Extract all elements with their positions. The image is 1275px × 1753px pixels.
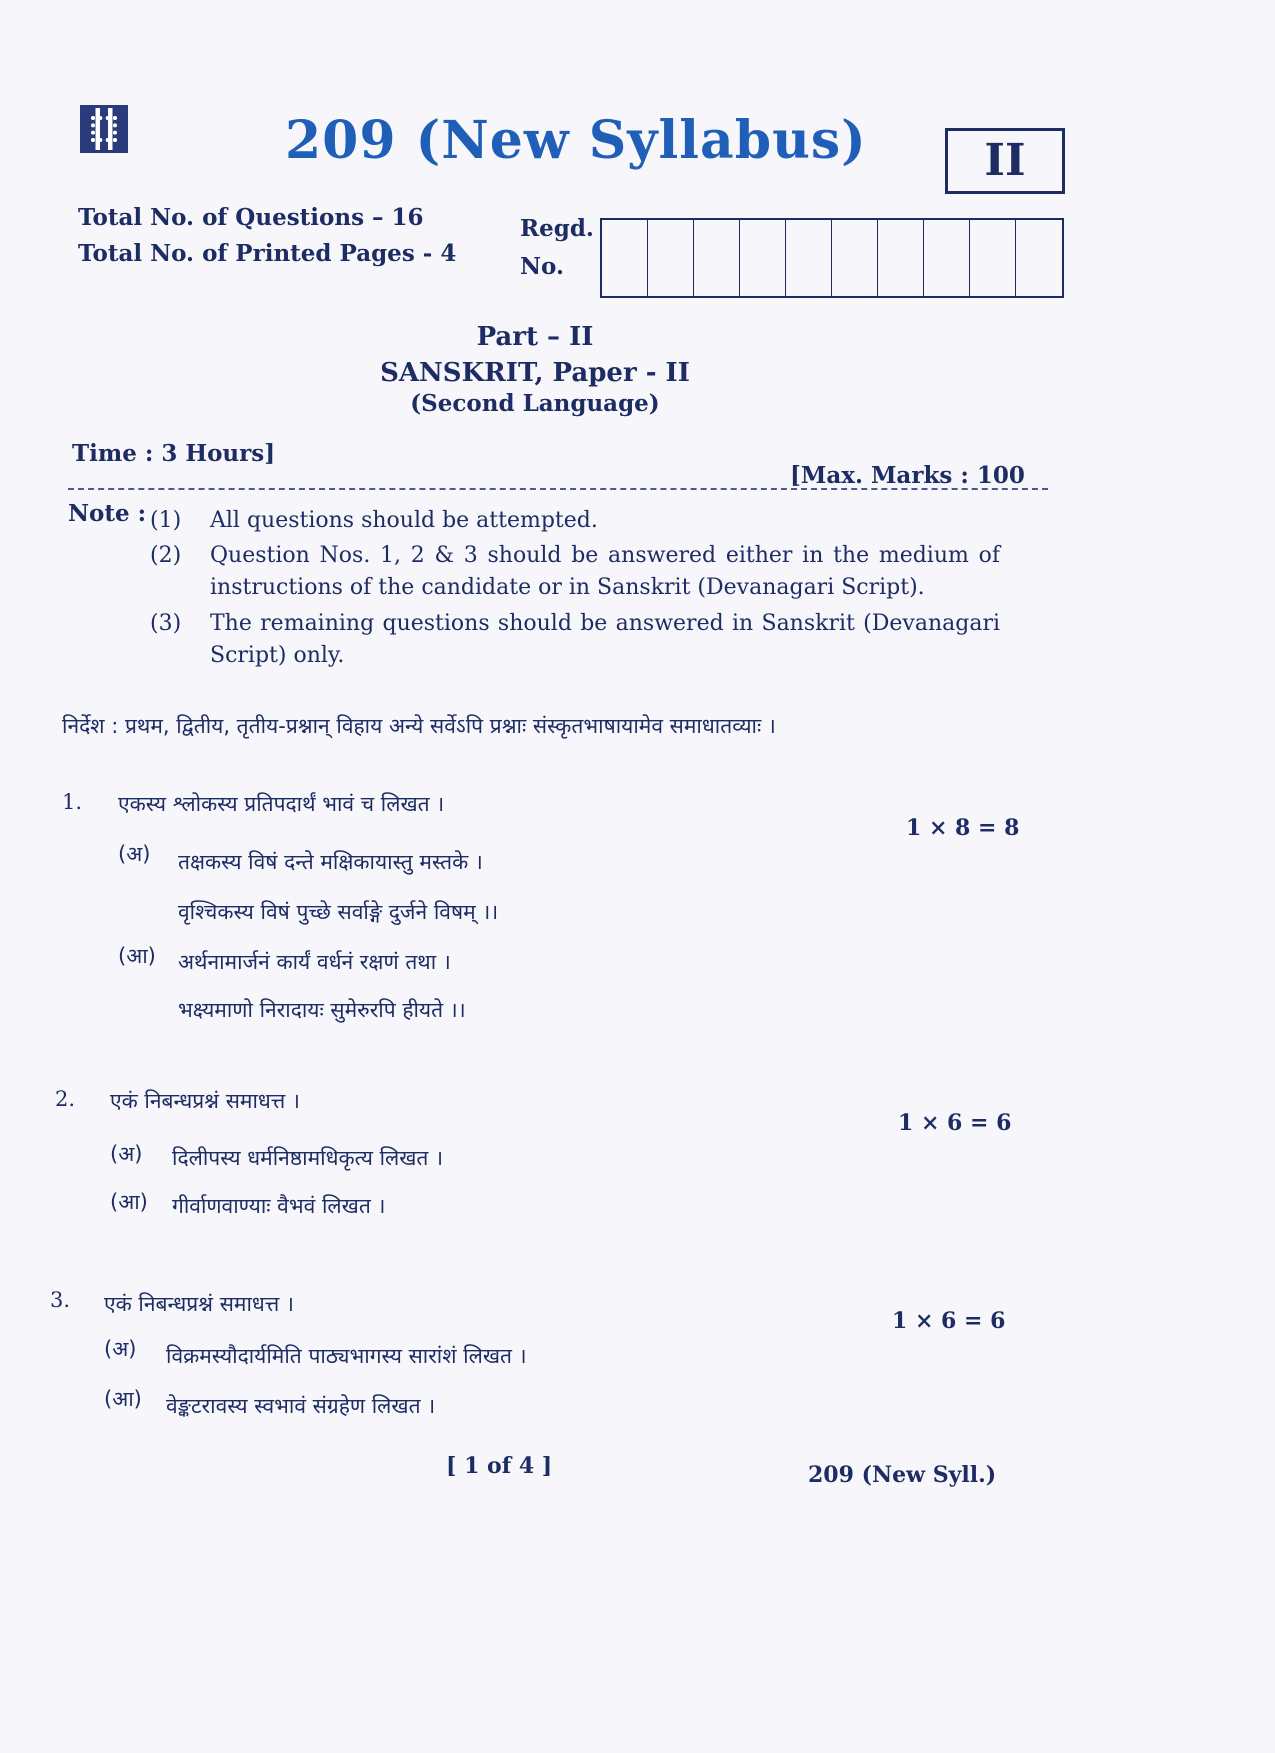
reg-digit-box[interactable] bbox=[878, 220, 924, 296]
question-number: 2. bbox=[55, 1087, 76, 1111]
question-text: एकं निबन्धप्रश्नं समाधत्त । bbox=[104, 1292, 294, 1316]
option-label: (आ) bbox=[104, 1387, 142, 1411]
note-label: Note : bbox=[68, 500, 147, 527]
option-line: विक्रमस्यौदार्यमिति पाठ्यभागस्य सारांशं लिखत । bbox=[166, 1344, 527, 1368]
option-line: वेङ्कटरावस्य स्वभावं संग्रहेण लिखत । bbox=[166, 1394, 436, 1418]
reg-digit-box[interactable] bbox=[694, 220, 740, 296]
note-text: The remaining questions should be answered in Sanskrit (Devanagari Script) only. bbox=[210, 611, 1000, 668]
reg-digit-box[interactable] bbox=[924, 220, 970, 296]
registration-number-boxes[interactable] bbox=[600, 218, 1064, 298]
option-label: (अ) bbox=[104, 1337, 137, 1361]
footer-paper-code: 209 (New Syll.) bbox=[808, 1462, 997, 1488]
question-marks: 1 × 6 = 6 bbox=[898, 1110, 1012, 1136]
option-line: वृश्चिकस्य विषं पुच्छे सर्वाङ्गे दुर्जने विषम् ।। bbox=[178, 900, 499, 924]
reg-digit-box[interactable] bbox=[1016, 220, 1062, 296]
option-label: (अ) bbox=[118, 842, 151, 866]
total-pages: Total No. of Printed Pages - 4 bbox=[78, 240, 457, 267]
language-title: (Second Language) bbox=[410, 390, 660, 417]
subject-title: SANSKRIT, Paper - II bbox=[380, 358, 690, 388]
paper-code: 209 (New Syllabus) bbox=[285, 110, 867, 171]
part-title: Part – II bbox=[476, 322, 594, 352]
question-text: एकस्य श्लोकस्य प्रतिपदार्थं भावं च लिखत । bbox=[118, 792, 445, 816]
set-label: II bbox=[945, 128, 1065, 194]
note-item bbox=[150, 608, 1000, 674]
option-line: भक्ष्यमाणो निरादायः सुमेरुरपि हीयते ।। bbox=[178, 998, 466, 1022]
question-text: एकं निबन्धप्रश्नं समाधत्त । bbox=[110, 1089, 300, 1113]
totals-block bbox=[78, 200, 456, 272]
option-label: (अ) bbox=[110, 1142, 143, 1166]
no-label: No. bbox=[520, 253, 564, 280]
total-questions: Total No. of Questions – 16 bbox=[78, 204, 424, 231]
note-number: (1) bbox=[150, 508, 182, 533]
qr-code-icon bbox=[80, 105, 128, 153]
nirdesh-instruction: निर्देश : प्रथम, द्वितीय, तृतीय-प्रश्नान् विहाय अन्ये सर्वेऽपि प्रश्नाः संस्कृतभाषायामेव समाधातव्याः । bbox=[62, 714, 776, 738]
option-line: गीर्वाणवाण्याः वैभवं लिखत । bbox=[172, 1194, 386, 1218]
divider bbox=[68, 488, 1048, 490]
reg-digit-box[interactable] bbox=[602, 220, 648, 296]
option-label: (आ) bbox=[110, 1190, 148, 1214]
max-marks: [Max. Marks : 100 bbox=[790, 462, 1025, 489]
note-number: (2) bbox=[150, 543, 182, 568]
regd-label-block bbox=[520, 210, 594, 286]
reg-digit-box[interactable] bbox=[832, 220, 878, 296]
reg-digit-box[interactable] bbox=[648, 220, 694, 296]
option-line: तक्षकस्य विषं दन्ते मक्षिकायास्तु मस्तके । bbox=[178, 850, 483, 874]
note-text: All questions should be attempted. bbox=[210, 508, 598, 533]
note-text: Question Nos. 1, 2 & 3 should be answered either in the medium of instructions of the candidate or in Sanskrit (Devanagari Script). bbox=[210, 543, 1000, 600]
question-marks: 1 × 6 = 6 bbox=[892, 1308, 1006, 1334]
option-label: (आ) bbox=[118, 944, 156, 968]
regd-label: Regd. bbox=[520, 215, 594, 242]
question-marks: 1 × 8 = 8 bbox=[906, 815, 1020, 841]
page-number: [ 1 of 4 ] bbox=[446, 1453, 553, 1479]
reg-digit-box[interactable] bbox=[740, 220, 786, 296]
reg-digit-box[interactable] bbox=[786, 220, 832, 296]
question-number: 3. bbox=[50, 1288, 71, 1312]
note-number: (3) bbox=[150, 611, 182, 636]
reg-digit-box[interactable] bbox=[970, 220, 1016, 296]
option-line: अर्थनामार्जनं कार्यं वर्धनं रक्षणं तथा । bbox=[178, 950, 451, 974]
note-item bbox=[150, 505, 990, 539]
note-item bbox=[150, 540, 1000, 606]
question-number: 1. bbox=[62, 790, 83, 814]
time-allowed: Time : 3 Hours] bbox=[72, 440, 276, 467]
option-line: दिलीपस्य धर्मनिष्ठामधिकृत्य लिखत । bbox=[172, 1146, 444, 1170]
